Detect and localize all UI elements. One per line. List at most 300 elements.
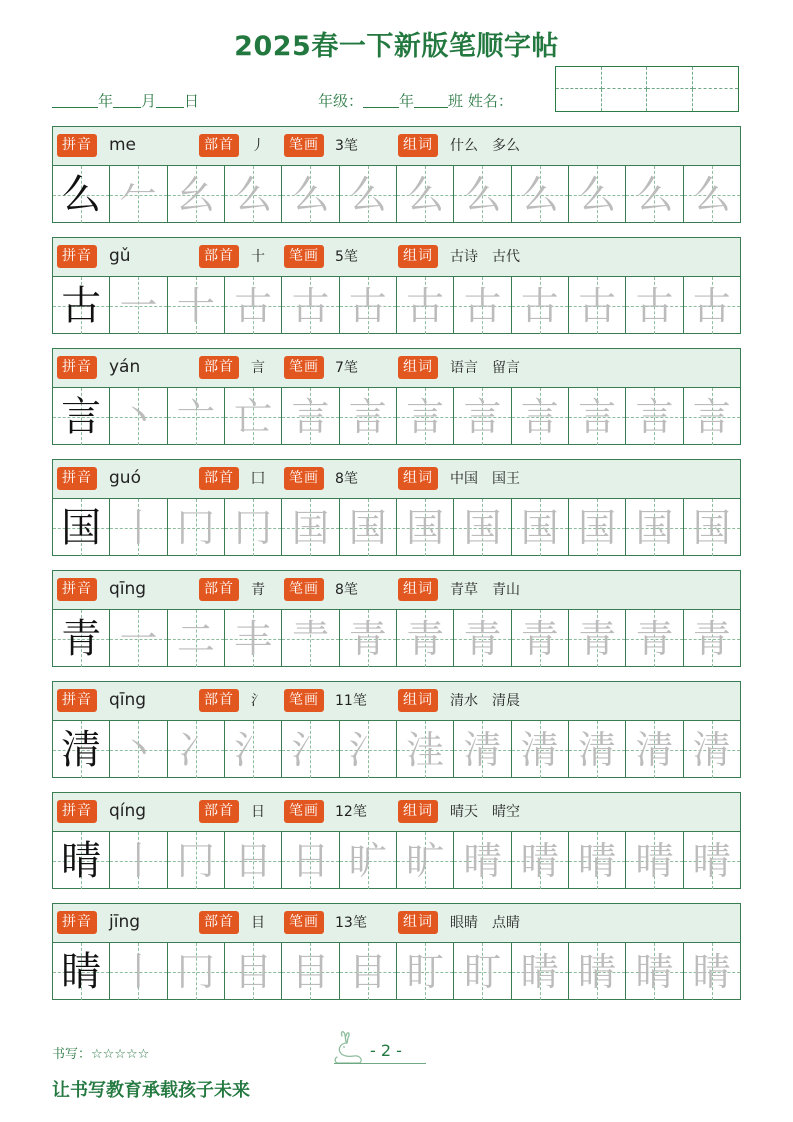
trace-cell[interactable] [684,832,740,889]
stroke-step: 清 [635,727,674,772]
strokes-tag: 笔画 [284,467,324,490]
radical-tag: 部首 [199,245,239,268]
strokes-value: 11笔 [335,693,367,709]
writing-rating: 书写：☆☆☆☆☆ [52,1047,150,1062]
strokes-tag: 笔画 [284,245,324,268]
trace-cell[interactable] [626,943,683,1000]
trace-cell[interactable] [397,832,454,889]
stroke-step: 睛 [520,949,559,994]
stroke-step: 旷 [348,838,387,883]
stroke-step: 目 [348,949,387,994]
pinyin-tag: 拼音 [57,689,97,712]
stroke-step: 冂 [176,949,215,994]
stroke-step: 丶 [119,394,158,439]
grade-year-label: 年 [399,92,415,110]
trace-cell[interactable] [569,721,626,778]
trace-cell[interactable] [684,166,740,223]
trace-cell[interactable] [397,499,454,556]
radical-value: 氵 [251,693,265,709]
stroke-step: 么 [406,172,445,217]
trace-cell[interactable] [340,832,397,889]
trace-cell[interactable] [397,388,454,445]
strokes-value: 8笔 [335,582,358,598]
char-info-bar [53,793,740,832]
char-info-bar [53,349,740,388]
model-char: 晴 [61,837,102,884]
trace-cell[interactable] [626,277,683,334]
stroke-step: 古 [291,283,330,328]
strokes-value: 3笔 [335,138,358,154]
trace-cell[interactable] [684,499,740,556]
stroke-step: 国 [635,505,674,550]
stroke-step: 冂 [234,505,273,550]
trace-cell[interactable] [282,166,339,223]
trace-cell[interactable] [684,943,740,1000]
practice-block [52,459,741,556]
stroke-step: 言 [635,394,674,439]
trace-cell[interactable] [626,610,683,667]
words-tag: 组词 [398,356,438,379]
strokes-tag: 笔画 [284,134,324,157]
stroke-step: 目 [234,949,273,994]
pinyin-value: qīng [109,690,147,710]
trace-cell[interactable] [110,388,167,445]
trace-cell[interactable] [454,832,511,889]
words-value: 清水 清晨 [450,693,520,709]
rabbit-icon [332,1030,370,1066]
trace-cell[interactable] [110,721,167,778]
trace-cell[interactable] [626,499,683,556]
stroke-step: 言 [406,394,445,439]
stroke-step: 言 [348,394,387,439]
words-value: 什么 多么 [450,138,520,154]
trace-cell[interactable] [225,832,282,889]
words-value: 古诗 古代 [450,249,520,265]
stroke-step: 丨 [119,505,158,550]
trace-cell[interactable] [397,721,454,778]
char-info-bar [53,460,740,499]
stroke-step: 古 [578,283,617,328]
stroke-step: 清 [520,727,559,772]
radical-tag: 部首 [199,800,239,823]
model-char-cell [53,277,110,334]
trace-cell[interactable] [626,832,683,889]
stroke-step: 晴 [578,838,617,883]
stroke-step: 晴 [635,838,674,883]
radical-value: 青 [251,582,265,598]
stroke-step: 冂 [176,838,215,883]
strokes-value: 13笔 [335,915,367,931]
stroke-step: 晴 [692,838,731,883]
practice-block [52,126,741,223]
trace-cell[interactable] [454,610,511,667]
char-info-bar [53,682,740,721]
strokes-value: 7笔 [335,360,358,376]
stroke-step: 氵 [291,727,330,772]
trace-cell[interactable] [168,610,225,667]
pinyin-tag: 拼音 [57,467,97,490]
words-tag: 组词 [398,578,438,601]
trace-cell[interactable] [282,388,339,445]
stroke-step: 么 [463,172,502,217]
stroke-step: 氵 [234,727,273,772]
pinyin-value: guó [109,468,141,488]
stroke-step: 古 [463,283,502,328]
trace-cell[interactable] [512,610,569,667]
stroke-step: 国 [463,505,502,550]
stroke-step: 清 [463,727,502,772]
stroke-step: 晴 [463,838,502,883]
radical-value: 目 [251,915,265,931]
writing-grid [53,166,740,223]
trace-cell[interactable] [512,943,569,1000]
stroke-step: 古 [520,283,559,328]
trace-cell[interactable] [168,832,225,889]
stroke-step: 国 [692,505,731,550]
trace-cell[interactable] [168,943,225,1000]
writing-grid [53,499,740,556]
trace-cell[interactable] [512,721,569,778]
model-char-cell [53,388,110,445]
stroke-step: 丰 [234,616,273,661]
writing-grid [53,277,740,334]
trace-cell[interactable] [397,943,454,1000]
stroke-step: 么 [578,172,617,217]
trace-cell[interactable] [340,388,397,445]
strokes-tag: 笔画 [284,800,324,823]
trace-cell[interactable] [454,388,511,445]
trace-cell[interactable] [512,166,569,223]
stroke-step: 青 [463,616,502,661]
stroke-step: 么 [234,172,273,217]
trace-cell[interactable] [225,277,282,334]
model-char: 么 [61,171,102,218]
pinyin-value: qīng [109,579,147,599]
stroke-step: 龶 [291,616,330,661]
radical-tag: 部首 [199,356,239,379]
stroke-step: 青 [578,616,617,661]
trace-cell[interactable] [282,610,339,667]
trace-cell[interactable] [168,388,225,445]
words-value: 语言 留言 [450,360,520,376]
stroke-step: 冂 [176,505,215,550]
radical-tag: 部首 [199,911,239,934]
stroke-step: 盯 [406,949,445,994]
words-tag: 组词 [398,134,438,157]
stroke-step: 幺 [176,172,215,217]
trace-cell[interactable] [225,943,282,1000]
stroke-step: 言 [692,394,731,439]
char-info-bar [53,904,740,943]
trace-cell[interactable] [110,943,167,1000]
stroke-step: 𠂉 [119,172,158,217]
stroke-step: 一 [119,283,158,328]
trace-cell[interactable] [684,388,740,445]
strokes-value: 12笔 [335,804,367,820]
stroke-step: 么 [692,172,731,217]
words-value: 晴天 晴空 [450,804,520,820]
pinyin-tag: 拼音 [57,245,97,268]
trace-cell[interactable] [168,721,225,778]
class-line [318,90,513,111]
month-label: 月 [141,92,157,110]
radical-value: 十 [251,249,265,265]
model-char-cell [53,166,110,223]
stroke-step: 旷 [406,838,445,883]
radical-tag: 部首 [199,467,239,490]
pinyin-value: yán [109,357,141,377]
stroke-step: 古 [635,283,674,328]
stroke-step: 古 [692,283,731,328]
grade-label: 年级： [318,92,364,110]
trace-cell[interactable] [110,166,167,223]
stroke-step: 言 [520,394,559,439]
trace-cell[interactable] [626,721,683,778]
trace-cell[interactable] [684,721,740,778]
stroke-step: 青 [406,616,445,661]
trace-cell[interactable] [569,943,626,1000]
strokes-tag: 笔画 [284,356,324,379]
stroke-step: 十 [176,283,215,328]
trace-cell[interactable] [454,277,511,334]
stroke-step: 日 [234,838,273,883]
trace-cell[interactable] [626,388,683,445]
stroke-step: 亡 [234,394,273,439]
trace-cell[interactable] [512,277,569,334]
trace-cell[interactable] [397,277,454,334]
stroke-step: 言 [578,394,617,439]
words-value: 眼睛 点睛 [450,915,520,931]
stroke-step: 清 [578,727,617,772]
practice-block [52,792,741,889]
pinyin-value: me [109,135,137,155]
trace-cell[interactable] [340,166,397,223]
model-char: 国 [61,504,102,551]
radical-value: 日 [251,804,265,820]
radical-value: 囗 [251,471,265,487]
name-label: 姓名： [467,92,513,110]
trace-cell[interactable] [282,277,339,334]
trace-cell[interactable] [225,388,282,445]
month-blank[interactable] [113,93,141,108]
char-info-bar [53,238,740,277]
trace-cell[interactable] [397,610,454,667]
trace-cell[interactable] [340,721,397,778]
stroke-step: 么 [348,172,387,217]
model-char-cell [53,943,110,1000]
trace-cell[interactable] [684,277,740,334]
radical-tag: 部首 [199,578,239,601]
grade-blank[interactable] [363,93,399,108]
pinyin-tag: 拼音 [57,134,97,157]
writing-grid [53,610,740,667]
trace-cell[interactable] [168,277,225,334]
stroke-step: 古 [348,283,387,328]
stroke-step: 丶 [119,727,158,772]
trace-cell[interactable] [454,499,511,556]
trace-cell[interactable] [397,166,454,223]
trace-cell[interactable] [512,499,569,556]
char-info-bar [53,571,740,610]
stroke-step: 睛 [578,949,617,994]
stroke-step: 晴 [520,838,559,883]
stroke-step: 古 [406,283,445,328]
words-value: 青草 青山 [450,582,520,598]
writing-grid [53,388,740,445]
stroke-step: 氵 [348,727,387,772]
model-char: 言 [61,393,102,440]
practice-block [52,348,741,445]
trace-cell[interactable] [340,610,397,667]
trace-cell[interactable] [110,610,167,667]
stroke-step: 睛 [635,949,674,994]
words-value: 中国 国王 [450,471,520,487]
page-number: - 2 - [370,1041,402,1060]
trace-cell[interactable] [110,277,167,334]
radical-tag: 部首 [199,134,239,157]
stroke-step: 国 [520,505,559,550]
radical-value: 丿 [251,138,265,154]
class-label: 班 [448,92,464,110]
model-char: 清 [61,726,102,773]
trace-cell[interactable] [569,388,626,445]
stroke-step: 日 [291,838,330,883]
stroke-step: 青 [635,616,674,661]
trace-cell[interactable] [168,499,225,556]
class-blank[interactable] [414,93,448,108]
trace-cell[interactable] [282,943,339,1000]
pinyin-tag: 拼音 [57,356,97,379]
day-label: 日 [184,92,200,110]
page-divider [334,1063,426,1064]
stroke-step: 青 [692,616,731,661]
trace-cell[interactable] [569,832,626,889]
words-tag: 组词 [398,467,438,490]
model-char-cell [53,610,110,667]
trace-cell[interactable] [340,943,397,1000]
trace-cell[interactable] [225,166,282,223]
trace-cell[interactable] [340,277,397,334]
stroke-step: 睛 [692,949,731,994]
stroke-step: 丨 [119,838,158,883]
pinyin-tag: 拼音 [57,800,97,823]
strokes-value: 5笔 [335,249,358,265]
pinyin-tag: 拼音 [57,578,97,601]
trace-cell[interactable] [454,721,511,778]
model-char-cell [53,721,110,778]
writing-grid [53,943,740,1000]
pinyin-value: gǔ [109,246,131,266]
stroke-step: 么 [635,172,674,217]
pinyin-value: qíng [109,801,147,821]
writing-grid [53,721,740,778]
words-tag: 组词 [398,245,438,268]
trace-cell[interactable] [512,832,569,889]
trace-cell[interactable] [225,499,282,556]
trace-cell[interactable] [626,166,683,223]
trace-cell[interactable] [168,166,225,223]
stroke-step: 么 [291,172,330,217]
stroke-step: 清 [692,727,731,772]
stroke-step: 国 [406,505,445,550]
trace-cell[interactable] [454,166,511,223]
strokes-value: 8笔 [335,471,358,487]
stroke-step: 盯 [463,949,502,994]
trace-cell[interactable] [282,832,339,889]
trace-cell[interactable] [684,610,740,667]
stroke-step: 言 [463,394,502,439]
practice-block [52,570,741,667]
stroke-step: 目 [291,949,330,994]
stroke-step: 青 [348,616,387,661]
strokes-tag: 笔画 [284,689,324,712]
trace-cell[interactable] [282,721,339,778]
radical-tag: 部首 [199,689,239,712]
stroke-step: 言 [291,394,330,439]
trace-cell[interactable] [569,499,626,556]
strokes-tag: 笔画 [284,911,324,934]
stroke-step: 国 [348,505,387,550]
stroke-step: 洼 [406,727,445,772]
day-blank[interactable] [156,93,184,108]
trace-cell[interactable] [110,499,167,556]
practice-block [52,903,741,1000]
stroke-step: 冫 [176,727,215,772]
stroke-step: 古 [234,283,273,328]
pinyin-value: jīng [109,912,141,932]
stroke-step: 二 [176,616,215,661]
model-char: 睛 [61,948,102,995]
words-tag: 组词 [398,911,438,934]
words-tag: 组词 [398,689,438,712]
name-writing-grid[interactable] [555,66,739,112]
model-char-cell [53,499,110,556]
stroke-step: 囯 [291,505,330,550]
model-char-cell [53,832,110,889]
stroke-step: 么 [520,172,559,217]
trace-cell[interactable] [110,832,167,889]
stroke-step: 亠 [176,394,215,439]
pinyin-tag: 拼音 [57,911,97,934]
year-blank[interactable] [52,93,98,108]
writing-grid [53,832,740,889]
radical-value: 言 [251,360,265,376]
trace-cell[interactable] [225,610,282,667]
trace-cell[interactable] [282,499,339,556]
slogan: 让书写教育承载孩子未来 [52,1080,250,1101]
trace-cell[interactable] [512,388,569,445]
trace-cell[interactable] [569,277,626,334]
stroke-step: 丨 [119,949,158,994]
trace-cell[interactable] [225,721,282,778]
trace-cell[interactable] [569,166,626,223]
practice-block [52,237,741,334]
date-line [52,90,199,111]
trace-cell[interactable] [340,499,397,556]
trace-cell[interactable] [454,943,511,1000]
practice-block [52,681,741,778]
stroke-step: 国 [578,505,617,550]
model-char: 青 [61,615,102,662]
stroke-step: 一 [119,616,158,661]
trace-cell[interactable] [569,610,626,667]
year-label: 年 [98,92,114,110]
words-tag: 组词 [398,800,438,823]
strokes-tag: 笔画 [284,578,324,601]
char-info-bar [53,127,740,166]
stroke-step: 青 [520,616,559,661]
page-title: 2025春一下新版笔顺字帖 [234,31,559,62]
